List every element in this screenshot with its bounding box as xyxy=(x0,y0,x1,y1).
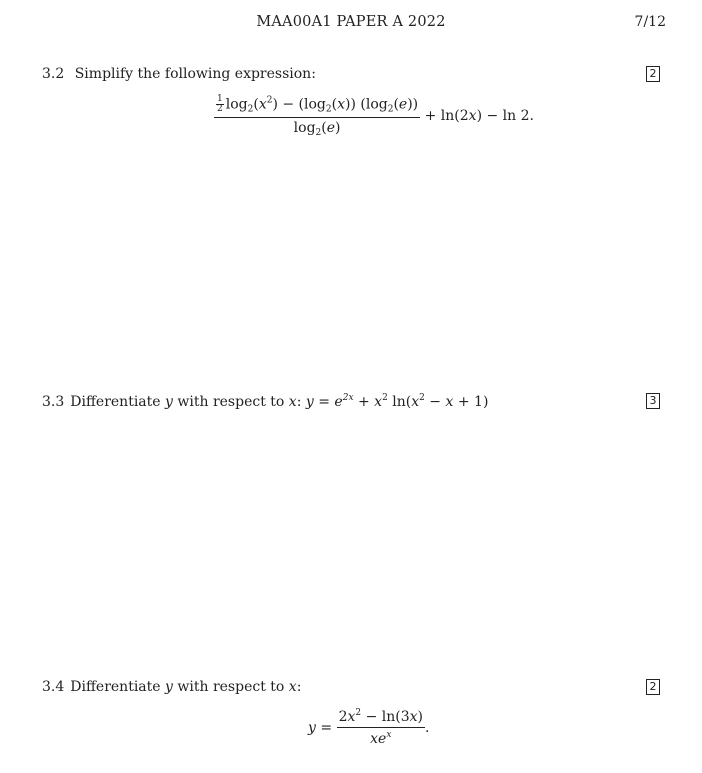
equation-fraction xyxy=(337,708,425,747)
fraction-numerator: $\frac{1}{2}$ $\log_2(x^2) - (\log_2(x))$ $(\log_2(e))$ xyxy=(214,95,420,118)
equation-3-4: y = $\frac{2x^2 - \ln(3x)}{xe^x}$ . xyxy=(308,708,430,747)
fraction-denominator: $\log_2(e)$ xyxy=(293,119,341,138)
question-number: 3.3 xyxy=(42,394,65,410)
question-3-4-prompt: 3.4 Differentiate y with respect to x: xyxy=(42,679,302,695)
marks-box: 2 xyxy=(646,66,660,82)
marks-box: 3 xyxy=(646,393,660,409)
question-text: Simplify the following expression: xyxy=(74,66,316,82)
fraction-denominator: $xe^x$ xyxy=(370,730,392,747)
one-half: $\frac{1}{2}$ xyxy=(217,94,223,114)
question-3-2-prompt xyxy=(42,66,316,82)
main-fraction xyxy=(214,95,420,138)
page-number: 7/12 xyxy=(634,14,666,30)
question-3-3-prompt: 3.3 Differentiate y with respect to x: $y = e^{2x} + x^2$ $\ln(x^2 - x + 1)$ xyxy=(42,393,489,410)
page-header-title: MAA00A1 PAPER A 2022 xyxy=(256,14,446,30)
marks-box: 2 xyxy=(646,679,660,695)
expression-3-2 xyxy=(214,95,534,138)
fraction-numerator: $2x^2 - \ln(3x)$ xyxy=(337,708,425,728)
question-number: 3.2 xyxy=(42,66,65,82)
expression-tail: + ln(2x) − ln 2. xyxy=(420,108,534,125)
question-number: 3.4 xyxy=(42,679,65,695)
